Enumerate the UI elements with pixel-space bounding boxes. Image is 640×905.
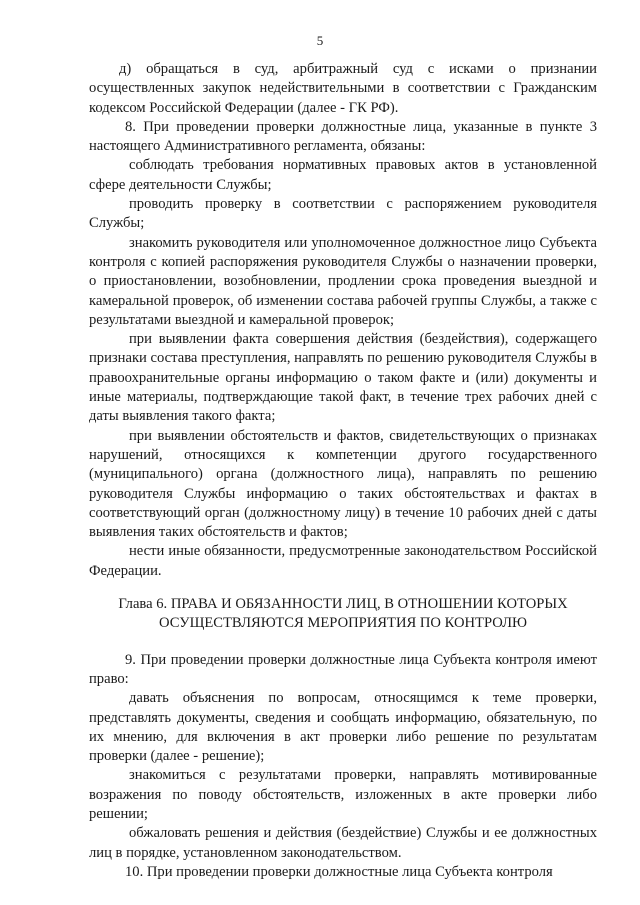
- chapter-title: Глава 6. ПРАВА И ОБЯЗАННОСТИ ЛИЦ, В ОТНОШЕНИИ КОТОРЫХ ОСУЩЕСТВЛЯЮТСЯ МЕРОПРИЯТИЯ ПО КОНТРОЛЮ: [118, 596, 568, 632]
- paragraph-duty-inspect: проводить проверку в соответствии с распоряжением руководителя Службы;: [89, 196, 597, 232]
- paragraph-right-explain: давать объяснения по вопросам, относящимся к теме проверки, представлять документы, сведения и сообщать информацию, обязательную, по их мнению, для включения в акт проверки либо решение по результатам проверки (далее - решение);: [89, 690, 597, 765]
- paragraph-clause-10: 10. При проведении проверки должностные лица Субъекта контроля: [125, 863, 553, 880]
- paragraph-clause-9: 9. При проведении проверки должностные лица Субъекта контроля имеют право:: [89, 651, 597, 687]
- paragraph-right-appeal: обжаловать решения и действия (бездействие) Службы и ее должностных лиц в порядке, установленном законодательством.: [89, 825, 597, 861]
- paragraph-duty-violations: при выявлении обстоятельств и фактов, свидетельствующих о признаках нарушений, относящихся к компетенции другого государственного (муниципального) органа (должностного лица), направлять по решению руководителя Службы информацию о таких обстоятельствах и фактах в соответствующий орган (должностному лицу) в течение 10 рабочих дней с даты выявления таких обстоятельств и фактов;: [89, 427, 597, 541]
- paragraph-duty-comply: соблюдать требования нормативных правовых актов в установленной сфере деятельности Службы;: [89, 157, 597, 193]
- paragraph-item-d: д) обращаться в суд, арбитражный суд с исками о признании осуществленных закупок недействительными в соответствии с Гражданским кодексом Российской Федерации (далее - ГК РФ).: [89, 61, 597, 116]
- paragraph-clause-8: 8. При проведении проверки должностные лица, указанные в пункте 3 настоящего Административного регламента, обязаны:: [89, 118, 597, 155]
- page-number: 5: [316, 33, 324, 48]
- paragraph-duty-crime: при выявлении факта совершения действия (бездействия), содержащего признаки состава преступления, направлять по решению руководителя Службы в правоохранительные органы информацию о таком факте и (или) документы и иные материалы, подтверждающие такой факт, в течение трех рабочих дней с даты выявления такого факта;: [89, 331, 597, 425]
- paragraph-duty-inform: знакомить руководителя или уполномоченное должностное лицо Субъекта контроля с копией распоряжения руководителя Службы о назначении проверки, о приостановлении, возобновлении, продлении срока проведения выездной и камеральной проверок, об изменении состава рабочей группы Службы, а также с результатами выездной и камеральной проверок;: [89, 234, 597, 328]
- paragraph-duty-other: нести иные обязанности, предусмотренные законодательством Российской Федерации.: [89, 543, 597, 579]
- paragraph-right-review: знакомиться с результатами проверки, направлять мотивированные возражения по поводу обстоятельств, изложенных в акте проверки либо решении;: [89, 767, 597, 822]
- document-body: [89, 60, 597, 882]
